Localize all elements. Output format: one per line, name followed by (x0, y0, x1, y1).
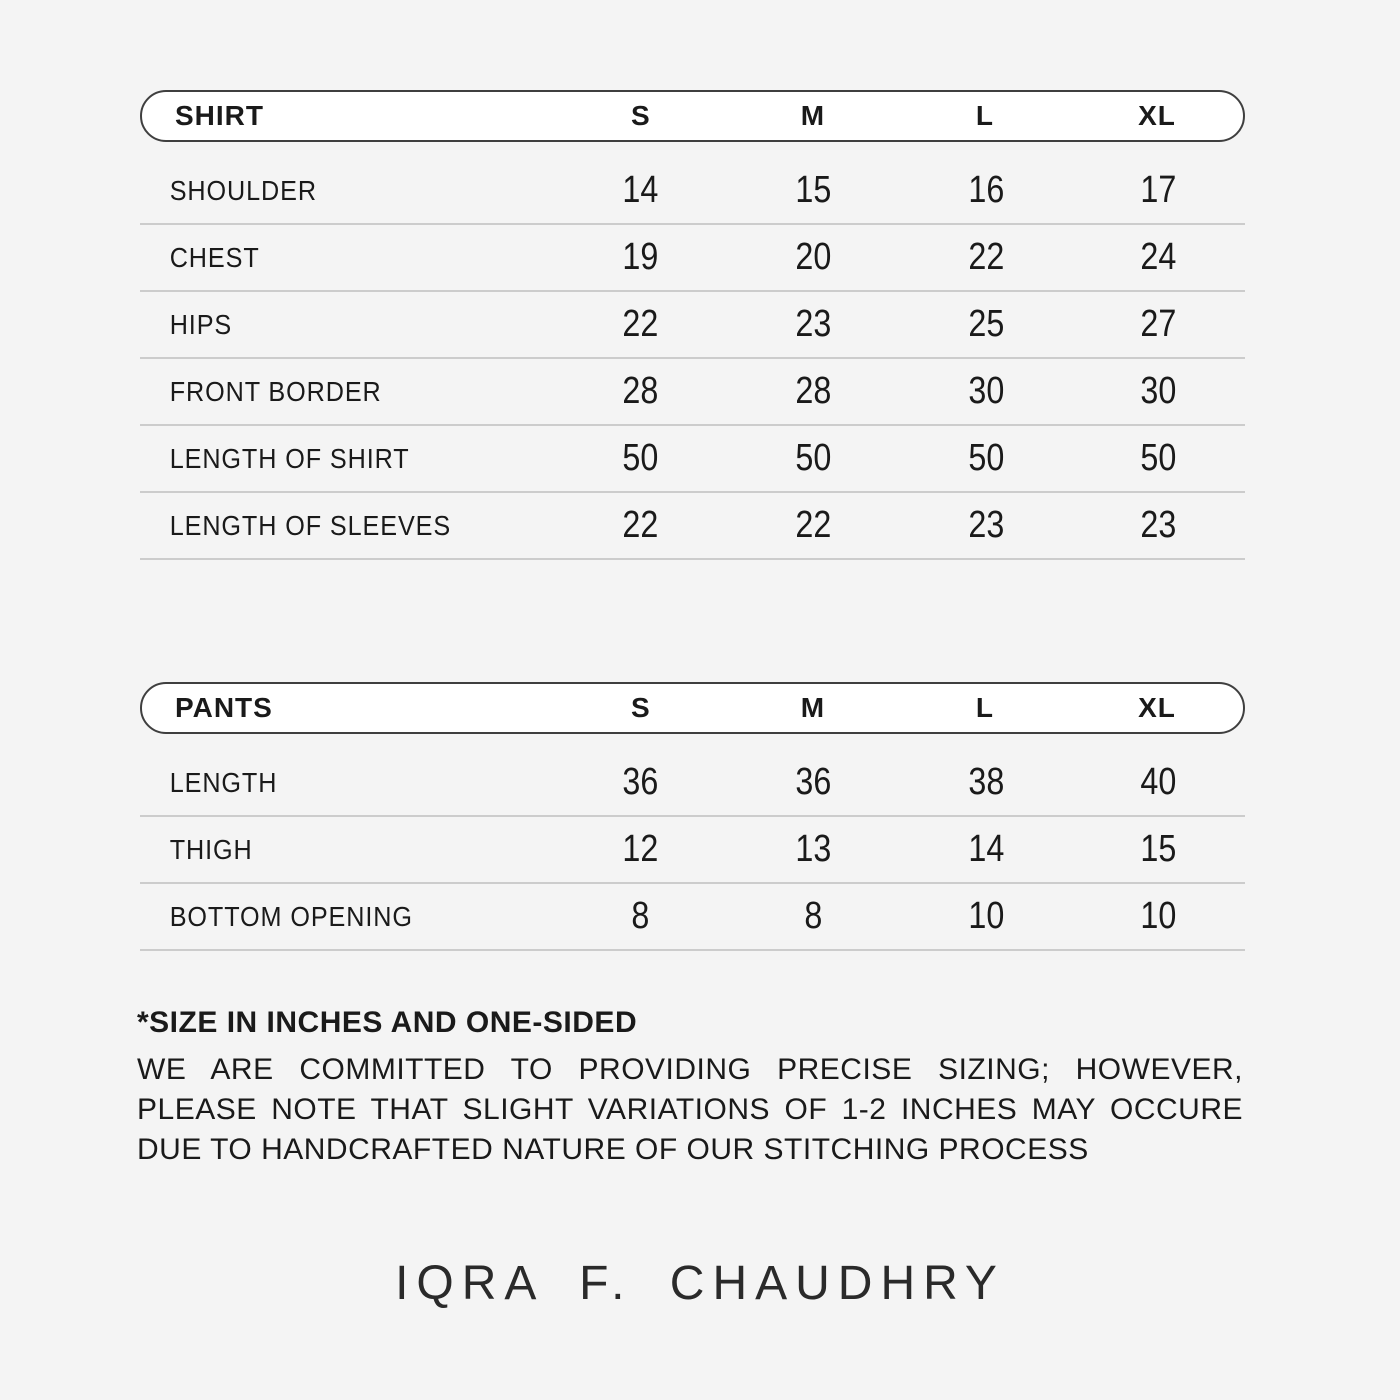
pants-table-rows (140, 750, 1245, 951)
row-label: LENGTH OF SHIRT (169, 442, 410, 474)
cell-value: 28 (622, 370, 659, 412)
size-note-body: WE ARE COMMITTED TO PROVIDING PRECISE SIZING; HOWEVER, PLEASE NOTE THAT SLIGHT VARIATIONS OF 1-2 INCHES MAY OCCURE DUE TO HANDCRAFTED NATURE OF OUR STITCHING PROCESS (137, 1053, 1243, 1166)
cell-value: 23 (795, 303, 832, 345)
cell-value: 22 (622, 504, 659, 546)
shirt-table-title: SHIRT (175, 100, 264, 131)
shirt-col-header-s: S (631, 100, 651, 131)
cell-value: 30 (1140, 370, 1177, 412)
cell-value: 16 (968, 169, 1004, 211)
pants-col-header-s: S (631, 692, 651, 723)
table-row-hips (140, 292, 1245, 359)
pants-size-table (140, 682, 1245, 951)
table-row-front-border (140, 359, 1245, 426)
cell-value: 8 (631, 895, 650, 937)
pants-col-header-xl: XL (1138, 692, 1176, 723)
pants-table-header (140, 682, 1245, 734)
cell-value: 14 (968, 828, 1004, 870)
cell-value: 12 (622, 828, 659, 870)
brand-wordmark: IQRA F. CHAUDHRY (395, 1257, 1005, 1310)
cell-value: 23 (1140, 504, 1177, 546)
cell-value: 50 (622, 437, 659, 479)
pants-col-header-m: M (800, 692, 826, 723)
cell-value: 14 (622, 169, 659, 211)
cell-value: 15 (795, 169, 832, 211)
cell-value: 50 (795, 437, 832, 479)
cell-value: 20 (795, 236, 832, 278)
cell-value: 38 (968, 761, 1004, 803)
shirt-table-header (140, 90, 1245, 142)
cell-value: 23 (968, 504, 1004, 546)
row-label: LENGTH (169, 766, 278, 798)
table-row-length (140, 750, 1245, 817)
shirt-table-rows (140, 158, 1245, 560)
pants-col-header-l: L (975, 692, 994, 723)
size-note-title: *SIZE IN INCHES AND ONE-SIDED (137, 1006, 638, 1039)
cell-value: 13 (795, 828, 832, 870)
cell-value: 22 (795, 504, 832, 546)
table-row-bottom-opening (140, 884, 1245, 951)
shirt-size-table (140, 90, 1245, 560)
pants-table-title: PANTS (175, 692, 273, 723)
row-label: CHEST (169, 241, 260, 273)
row-label: SHOULDER (169, 174, 317, 206)
row-label: FRONT BORDER (169, 375, 382, 407)
cell-value: 25 (968, 303, 1004, 345)
cell-value: 28 (795, 370, 832, 412)
table-row-shoulder (140, 158, 1245, 225)
cell-value: 10 (1140, 895, 1177, 937)
shirt-col-header-l: L (975, 100, 994, 131)
row-label: THIGH (169, 833, 253, 865)
cell-value: 27 (1140, 303, 1177, 345)
cell-value: 36 (622, 761, 659, 803)
shirt-col-header-m: M (800, 100, 826, 131)
cell-value: 24 (1140, 236, 1177, 278)
cell-value: 19 (622, 236, 659, 278)
row-label: HIPS (169, 308, 233, 340)
cell-value: 10 (968, 895, 1004, 937)
cell-value: 30 (968, 370, 1004, 412)
size-notes (137, 1006, 1243, 1170)
row-label: LENGTH OF SLEEVES (169, 509, 452, 541)
table-row-chest (140, 225, 1245, 292)
row-label: BOTTOM OPENING (169, 900, 413, 932)
table-row-length-of-sleeves (140, 493, 1245, 560)
shirt-col-header-xl: XL (1138, 100, 1176, 131)
cell-value: 50 (1140, 437, 1177, 479)
cell-value: 15 (1140, 828, 1177, 870)
cell-value: 40 (1140, 761, 1177, 803)
table-row-thigh (140, 817, 1245, 884)
cell-value: 36 (795, 761, 832, 803)
cell-value: 8 (804, 895, 823, 937)
cell-value: 17 (1140, 169, 1177, 211)
cell-value: 50 (968, 437, 1004, 479)
cell-value: 22 (968, 236, 1004, 278)
cell-value: 22 (622, 303, 659, 345)
table-row-length-of-shirt (140, 426, 1245, 493)
